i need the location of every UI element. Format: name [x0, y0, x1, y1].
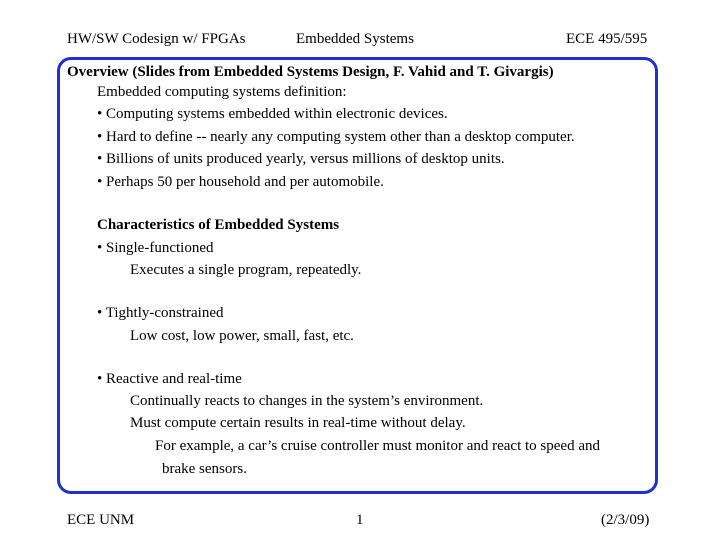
definition-bullet: • Computing systems embedded within electronic devices.: [97, 106, 448, 122]
slide-title: Overview (Slides from Embedded Systems Design, F. Vahid and T. Givargis): [67, 64, 554, 80]
reactive-detail: Must compute certain results in real-time without delay.: [130, 415, 466, 431]
definition-heading: Embedded computing systems definition:: [97, 84, 347, 100]
header-course-number: ECE 495/595: [566, 31, 648, 47]
definition-bullet: • Perhaps 50 per household and per automobile.: [97, 174, 384, 190]
single-functioned-detail: Executes a single program, repeatedly.: [130, 262, 362, 278]
page-number: 1: [356, 512, 364, 528]
reactive-example: For example, a car’s cruise controller must monitor and react to speed and: [155, 438, 600, 454]
definition-bullet: • Hard to define -- nearly any computing system other than a desktop computer.: [97, 129, 575, 145]
reactive-example: brake sensors.: [162, 461, 247, 477]
characteristics-heading: Characteristics of Embedded Systems: [97, 217, 340, 233]
definition-bullet: • Billions of units produced yearly, versus millions of desktop units.: [97, 151, 505, 167]
header-topic: Embedded Systems: [296, 31, 414, 47]
bullet-single-functioned: • Single-functioned: [97, 240, 214, 256]
reactive-detail: Continually reacts to changes in the system’s environment.: [130, 393, 484, 409]
bullet-tightly-constrained: • Tightly-constrained: [97, 305, 224, 321]
footer-institution: ECE UNM: [67, 512, 135, 528]
bullet-reactive: • Reactive and real-time: [97, 371, 242, 387]
header-course: HW/SW Codesign w/ FPGAs: [67, 31, 246, 47]
footer-date: (2/3/09): [601, 512, 650, 528]
tightly-constrained-detail: Low cost, low power, small, fast, etc.: [130, 328, 354, 344]
